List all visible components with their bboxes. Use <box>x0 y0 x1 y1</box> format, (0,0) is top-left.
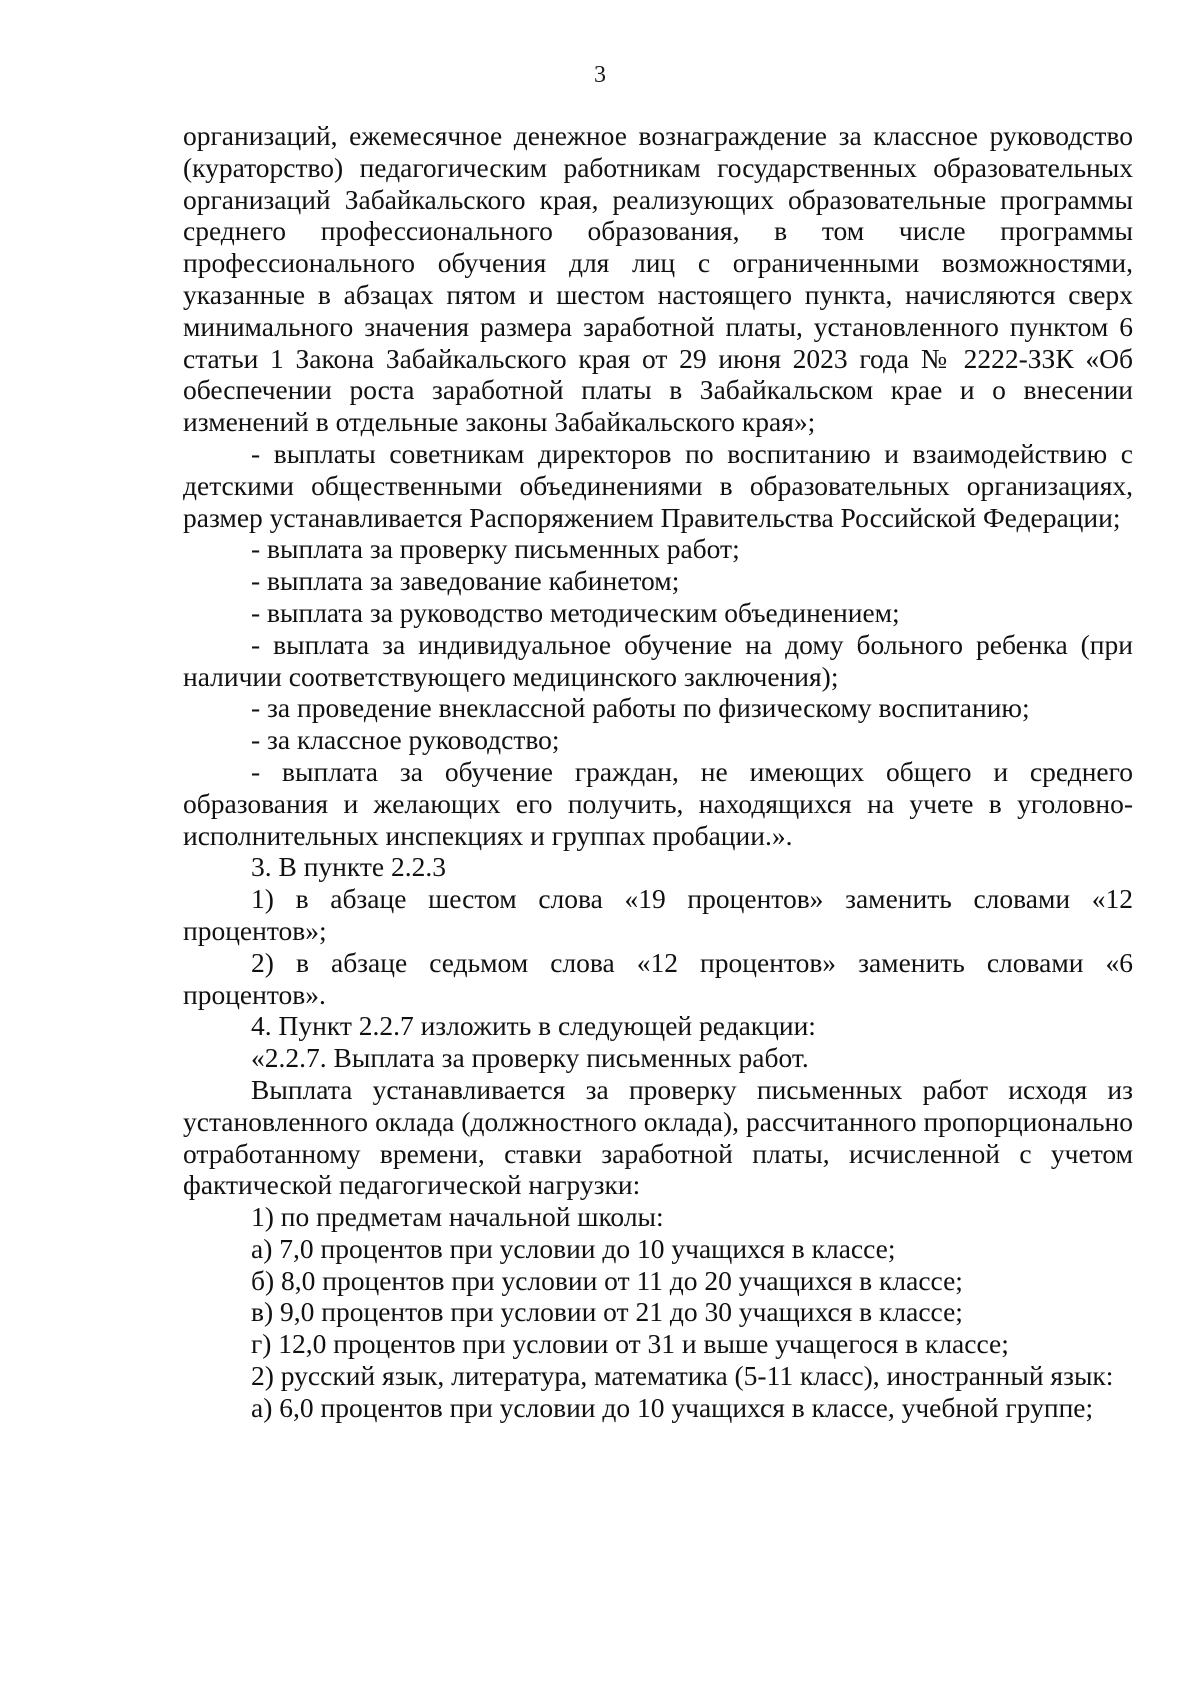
paragraph-item-3-1: 1) в абзаце шестом слова «19 процентов» заменить словами «12 процентов»; <box>183 883 1133 946</box>
paragraph-primary-a: а) 7,0 процентов при условии до 10 учащихся в классе; <box>251 1232 896 1264</box>
paragraph-subjects-a: а) 6,0 процентов при условии до 10 учащихся в классе, учебной группе; <box>251 1391 1094 1423</box>
paragraph-cabinet-payment: - выплата за заведование кабинетом; <box>251 565 680 597</box>
paragraph-primary-c: в) 9,0 процентов при условии от 21 до 30 учащихся в классе; <box>251 1296 963 1328</box>
paragraph-physical-education: - за проведение внеклассной работы по физическому воспитанию; <box>251 692 1030 724</box>
paragraph-continuation: организаций, ежемесячное денежное вознаграждение за классное руководство (кураторство) педагогическим работникам государственных образовательных организаций Забайкальского края, реализующих образовательные программы среднего профессионального образования, в том числе программы профессионального обучения для лиц с ограниченными возможностями, указанные в абзацах пятом и шестом настоящего пункта, начисляются сверх минимального значения размера заработной платы, установленного пунктом 6 статьи 1 Закона Забайкальского края от 29 июня 2023 года № 2222-ЗЗК «Об обеспечении роста заработной платы в Забайкальском крае и о внесении изменений в отдельные законы Забайкальского края»; <box>183 120 1133 438</box>
paragraph-primary-school: 1) по предметам начальной школы: <box>251 1201 664 1233</box>
paragraph-item-3-2: 2) в абзаце седьмом слова «12 процентов» заменить словами «6 процентов». <box>183 946 1133 1010</box>
paragraph-methodical-payment: - выплата за руководство методическим объединением; <box>251 596 900 628</box>
paragraph-2-2-7-heading: «2.2.7. Выплата за проверку письменных работ. <box>251 1042 809 1074</box>
paragraph-primary-b: б) 8,0 процентов при условии от 11 до 20 учащихся в классе; <box>251 1264 963 1296</box>
paragraph-advisors-payment: - выплаты советникам директоров по воспитанию и взаимодействию с детскими общественными объединениями в образовательных организациях, размер устанавливается Распоряжением Правительства Российской Федерации; <box>183 437 1133 533</box>
paragraph-item-3: 3. В пункте 2.2.3 <box>251 851 446 883</box>
paragraph-class-guidance: - за классное руководство; <box>251 724 560 756</box>
paragraph-primary-d: г) 12,0 процентов при условии от 31 и выше учащегося в классе; <box>251 1328 1009 1360</box>
paragraph-2-2-7-body: Выплата устанавливается за проверку письменных работ исходя из установленного оклада (должностного оклада), рассчитанного пропорционально отработанному времени, ставки заработной платы, исчисленной с учетом фактической педагогической нагрузки: <box>183 1073 1133 1201</box>
paragraph-subjects: 2) русский язык, литература, математика (5-11 класс), иностранный язык: <box>251 1360 1114 1392</box>
paragraph-written-work-payment: - выплата за проверку письменных работ; <box>251 533 740 565</box>
paragraph-probation-education: - выплата за обучение граждан, не имеющих общего и среднего образования и желающих его получить, находящихся на учете в уголовно-исполнительных инспекциях и группах пробации.». <box>183 755 1133 851</box>
paragraph-item-4: 4. Пункт 2.2.7 изложить в следующей редакции: <box>251 1010 816 1042</box>
paragraph-home-education-payment: - выплата за индивидуальное обучение на дому больного ребенка (при наличии соответствующего медицинского заключения); <box>183 628 1133 692</box>
document-body <box>183 120 1133 1424</box>
page-number: 3 <box>594 62 606 88</box>
